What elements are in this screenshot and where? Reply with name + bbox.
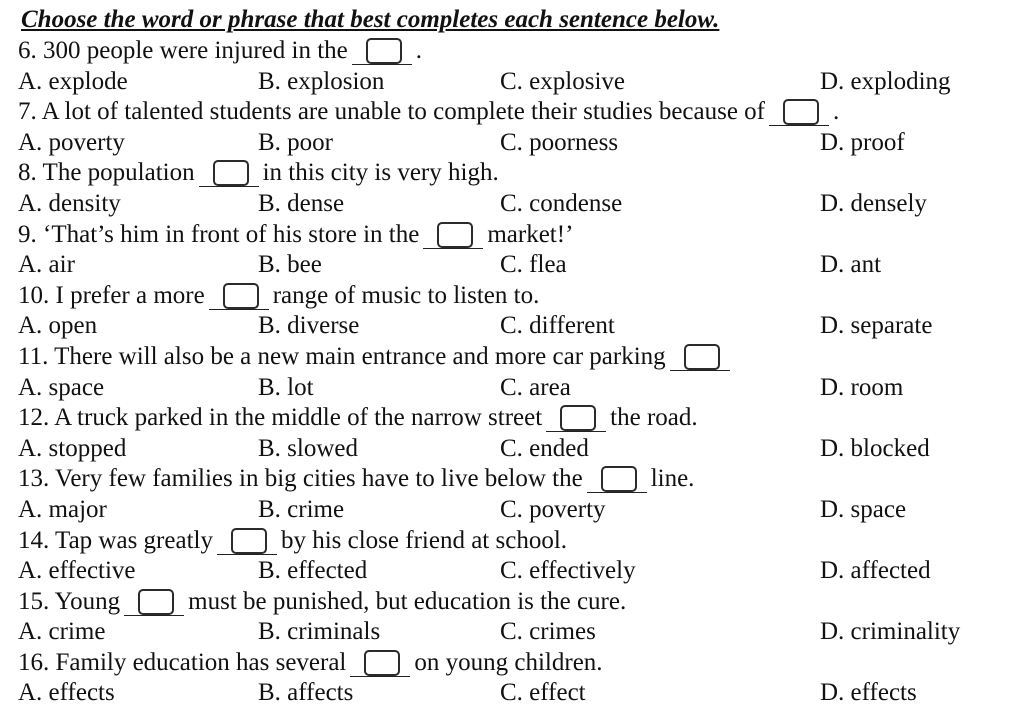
options-row <box>18 434 1006 465</box>
options-row <box>18 617 1006 648</box>
answer-blank[interactable] <box>587 466 647 493</box>
question-8 <box>18 158 1006 219</box>
option-b: B. slowed <box>258 434 358 462</box>
option-c: C. different <box>500 312 615 340</box>
stem-after: line. <box>650 465 695 493</box>
question-13 <box>18 464 1006 525</box>
answer-blank[interactable] <box>546 405 606 432</box>
answer-box[interactable] <box>223 283 259 309</box>
option-c: C. effectively <box>500 557 636 585</box>
question-10 <box>18 281 1006 342</box>
option-d: D. separate <box>820 312 933 340</box>
stem-before: 6. 300 people were injured in the <box>18 37 348 64</box>
answer-blank[interactable] <box>423 222 483 249</box>
question-stem <box>18 403 1006 434</box>
answer-box[interactable] <box>138 589 174 615</box>
answer-box[interactable] <box>783 99 819 125</box>
instruction-heading: Choose the word or phrase that best completes each sentence below. <box>21 6 720 33</box>
option-d: D. affected <box>820 557 931 585</box>
option-d: D. exploding <box>820 67 951 95</box>
option-c: C. area <box>500 373 571 401</box>
stem-after: by his close friend at school. <box>280 526 568 554</box>
option-b: B. effected <box>258 557 368 585</box>
answer-blank[interactable] <box>670 344 730 371</box>
answer-box[interactable] <box>684 344 720 370</box>
option-c: C. poverty <box>500 495 606 523</box>
stem-before: 11. There will also be a new main entrance and more car parking <box>18 342 666 370</box>
question-7 <box>18 97 1006 158</box>
options-row <box>18 495 1006 526</box>
option-a: A. crime <box>18 618 106 646</box>
option-a: A. poverty <box>18 128 125 156</box>
stem-after: on young children. <box>414 648 603 676</box>
answer-box[interactable] <box>601 466 637 492</box>
answer-box[interactable] <box>231 528 267 554</box>
question-12 <box>18 403 1006 464</box>
options-row <box>18 678 1006 709</box>
stem-before: 16. Family education has several <box>18 648 347 676</box>
question-stem <box>18 97 1006 128</box>
question-stem <box>18 281 1006 312</box>
question-stem <box>18 36 1006 67</box>
stem-after: in this city is very high. <box>262 159 499 187</box>
option-a: A. space <box>18 373 105 401</box>
stem-after: the road. <box>610 404 698 432</box>
answer-blank[interactable] <box>217 528 277 555</box>
answer-box[interactable] <box>560 405 596 431</box>
question-stem <box>18 526 1006 557</box>
question-stem <box>18 158 1006 189</box>
option-d: D. room <box>820 373 904 401</box>
stem-before: 10. I prefer a more <box>18 281 205 309</box>
option-d: D. space <box>820 495 907 523</box>
stem-before: 9. ‘That’s him in front of his store in the <box>18 220 420 248</box>
answer-blank[interactable] <box>199 160 259 187</box>
question-14 <box>18 526 1006 587</box>
question-list <box>18 36 1006 709</box>
option-d: D. proof <box>820 128 905 156</box>
options-row <box>18 373 1006 404</box>
option-a: A. effective <box>18 557 136 585</box>
question-stem <box>18 648 1006 679</box>
options-row <box>18 250 1006 281</box>
question-16 <box>18 648 1006 709</box>
option-a: A. open <box>18 312 98 340</box>
answer-blank[interactable] <box>352 38 412 65</box>
options-row <box>18 128 1006 159</box>
option-c: C. condense <box>500 189 623 217</box>
stem-before: 12. A truck parked in the middle of the narrow street <box>18 404 543 432</box>
answer-box[interactable] <box>364 650 400 676</box>
option-b: B. affects <box>258 679 354 707</box>
options-row <box>18 556 1006 587</box>
option-c: C. explosive <box>500 67 625 95</box>
stem-before: 15. Young <box>18 587 121 615</box>
option-d: D. effects <box>820 679 917 707</box>
options-row <box>18 311 1006 342</box>
question-9 <box>18 220 1006 281</box>
question-stem <box>18 587 1006 618</box>
option-c: C. flea <box>500 251 567 279</box>
stem-after: market!’ <box>487 220 574 248</box>
answer-blank[interactable] <box>209 283 269 310</box>
option-a: A. density <box>18 189 121 217</box>
option-c: C. poorness <box>500 128 619 156</box>
stem-after: range of music to listen to. <box>272 281 540 309</box>
option-d: D. criminality <box>820 618 961 646</box>
option-b: B. criminals <box>258 618 381 646</box>
option-c: C. ended <box>500 434 589 462</box>
option-b: B. crime <box>258 495 345 523</box>
stem-before: 8. The population <box>18 159 195 187</box>
option-a: A. stopped <box>18 434 127 462</box>
answer-blank[interactable] <box>350 650 410 677</box>
question-15 <box>18 587 1006 648</box>
question-6 <box>18 36 1006 97</box>
option-d: D. ant <box>820 251 882 279</box>
stem-before: 7. A lot of talented students are unable to complete their studies because of <box>18 98 766 126</box>
answer-blank[interactable] <box>124 589 184 616</box>
option-d: D. blocked <box>820 434 930 462</box>
option-a: A. major <box>18 495 107 523</box>
option-a: A. effects <box>18 679 115 707</box>
answer-box[interactable] <box>437 222 473 248</box>
stem-after: . <box>833 98 840 126</box>
option-b: B. diverse <box>258 312 360 340</box>
options-row <box>18 67 1006 98</box>
question-stem <box>18 342 1006 373</box>
answer-box[interactable] <box>366 38 402 64</box>
option-c: C. crimes <box>500 618 596 646</box>
stem-after: must be punished, but education is the cure. <box>188 587 627 615</box>
stem-before: 13. Very few families in big cities have to live below the <box>18 465 583 493</box>
answer-box[interactable] <box>213 160 249 186</box>
option-b: B. bee <box>258 251 322 279</box>
stem-before: 14. Tap was greatly <box>18 526 213 554</box>
question-stem <box>18 220 1006 251</box>
answer-blank[interactable] <box>769 99 829 126</box>
option-b: B. explosion <box>258 67 385 95</box>
question-11 <box>18 342 1006 403</box>
option-b: B. poor <box>258 128 333 156</box>
options-row <box>18 189 1006 220</box>
option-a: A. air <box>18 251 75 279</box>
option-a: A. explode <box>18 67 128 95</box>
option-d: D. densely <box>820 189 927 217</box>
option-b: B. lot <box>258 373 314 401</box>
option-b: B. dense <box>258 189 345 217</box>
option-c: C. effect <box>500 679 586 707</box>
stem-after: . <box>415 37 423 64</box>
question-stem <box>18 464 1006 495</box>
